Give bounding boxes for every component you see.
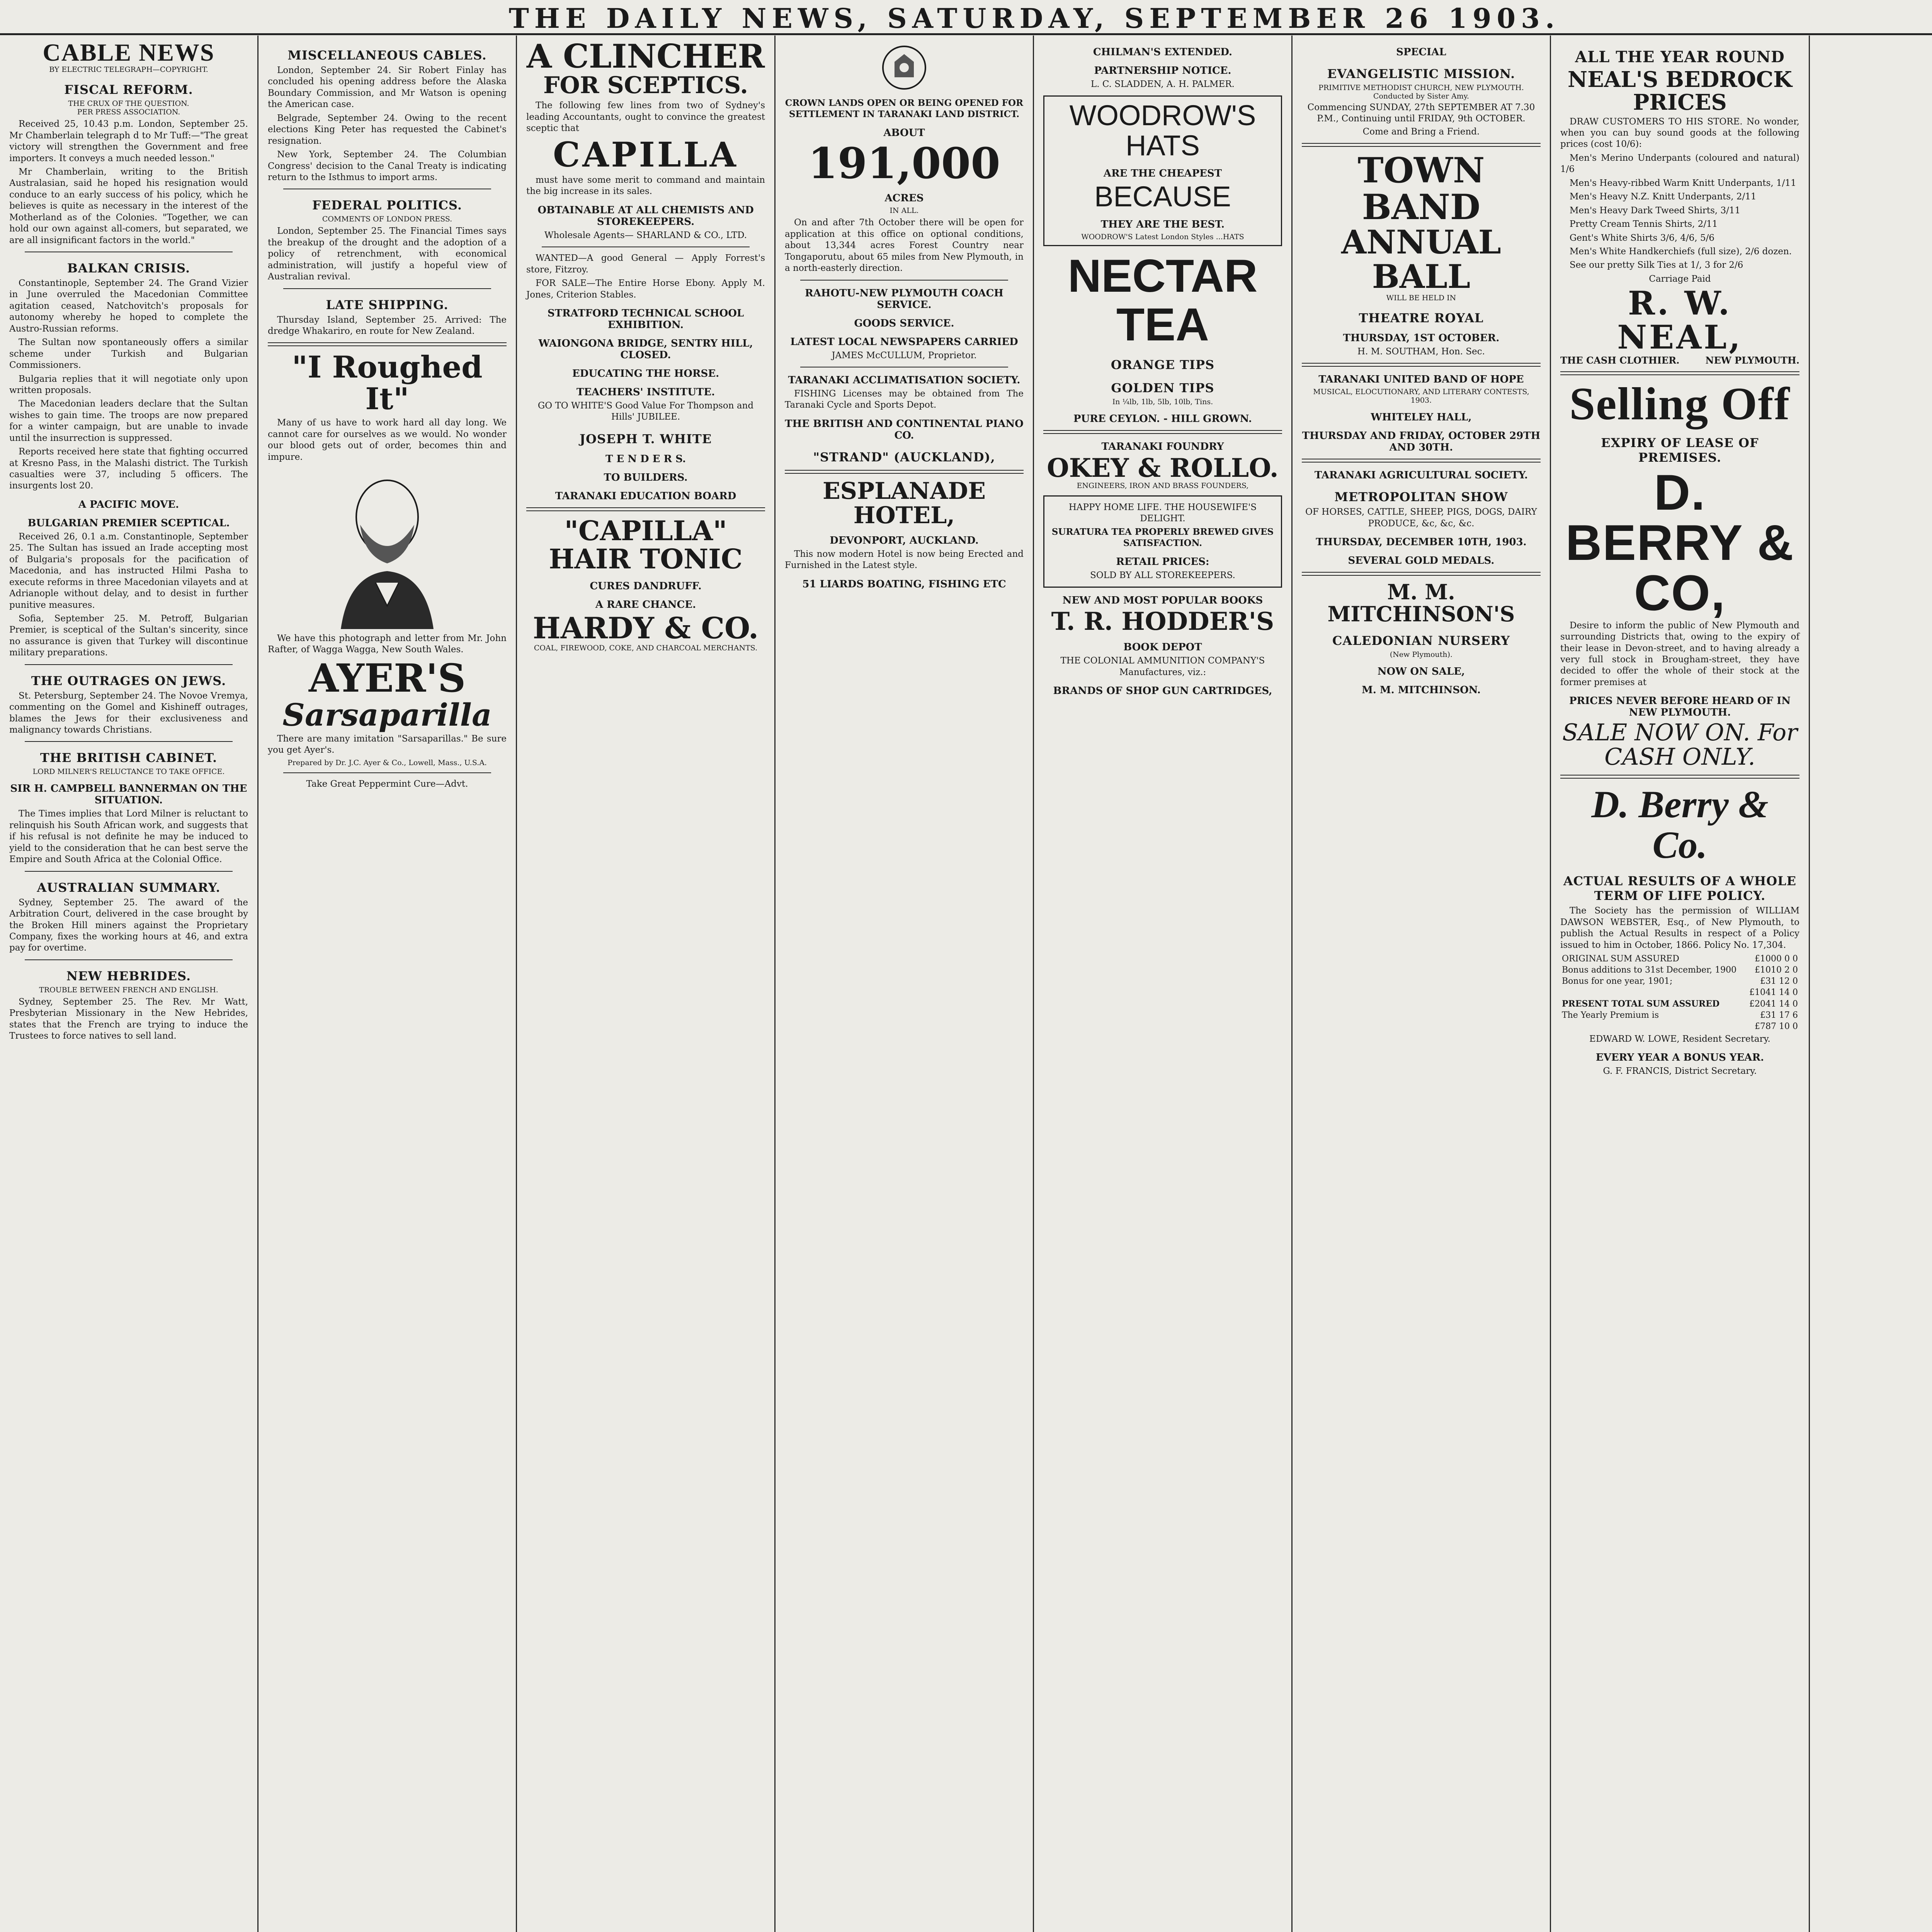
prices-never-heard: PRICES NEVER BEFORE HEARD OF IN NEW PLYMOUTH. bbox=[1569, 695, 1791, 719]
page-columns bbox=[0, 36, 1932, 1932]
column-6 bbox=[1293, 36, 1551, 1932]
balkan-paragraph-3: Bulgaria replies that it will negotiate only upon written proposals. bbox=[9, 374, 248, 395]
fiscal-reform-heading: FISCAL REFORM. bbox=[64, 82, 193, 97]
partnership-heading: PARTNERSHIP NOTICE. bbox=[1094, 65, 1231, 77]
column-3 bbox=[517, 36, 776, 1932]
table-cell: £1010 2 0 bbox=[1755, 965, 1798, 975]
southam: H. M. SOUTHAM, Hon. Sec. bbox=[1357, 346, 1485, 357]
okey-rollo: OKEY & ROLLO. bbox=[1047, 452, 1279, 483]
portrait-caption: We have this photograph and letter from Mr. John Rafter, of Wagga Wagga, New South Wales. bbox=[268, 633, 507, 655]
cabinet-paragraph: The Times implies that Lord Milner is reluctant to relinquish his South African work, and suggests that if his refusal is not definite he may be induced to yield to the consideration that he can best serve the Empire and South Africa at the Colonial Office. bbox=[9, 809, 248, 865]
teachers-heading: TEACHERS' INSTITUTE. bbox=[576, 386, 715, 398]
book-depot: BOOK DEPOT bbox=[1123, 641, 1202, 653]
nursery-location: (New Plymouth). bbox=[1389, 650, 1453, 659]
sarsaparilla-title: Sarsaparilla bbox=[282, 696, 492, 733]
books-heading: NEW AND MOST POPULAR BOOKS bbox=[1062, 594, 1263, 606]
australian-heading: AUSTRALIAN SUMMARY. bbox=[37, 880, 221, 895]
table-cell: ORIGINAL SUM ASSURED bbox=[1562, 954, 1679, 964]
engineers-label: ENGINEERS, IRON AND BRASS FOUNDERS, bbox=[1077, 481, 1249, 490]
fiscal-paragraph-1: Received 25, 10.43 p.m. London, September 25. Mr Chamberlain telegraph d to Mr Tuff:—"The great victory will strengthen the Government and free importers. It conveys a much needed lesson." bbox=[9, 119, 248, 163]
column-7 bbox=[1551, 36, 1810, 1932]
suratura-title: SURATURA TEA PROPERLY BREWED GIVES SATISFACTION. bbox=[1051, 526, 1274, 549]
column-4 bbox=[776, 36, 1034, 1932]
for-sale-ad: FOR SALE—The Entire Horse Ebony. Apply M. Jones, Criterion Stables. bbox=[526, 278, 765, 300]
retail-prices: RETAIL PRICES: bbox=[1116, 556, 1209, 568]
tins-label: In ¼lb, 1lb, 5lb, 10lb, Tins. bbox=[1112, 397, 1213, 406]
strand-label: "STRAND" (AUCKLAND), bbox=[813, 449, 995, 464]
tea-title: TEA bbox=[1116, 298, 1209, 350]
table-cell: Bonus for one year, 1901; bbox=[1562, 976, 1673, 986]
divider bbox=[268, 342, 507, 346]
divider bbox=[1302, 572, 1541, 576]
d-berry-title: D. BERRY & CO, bbox=[1565, 464, 1794, 621]
cures-dandruff: CURES DANDRUFF. bbox=[590, 580, 702, 592]
balkan-heading: BALKAN CRISIS. bbox=[67, 261, 190, 276]
primitive-church: PRIMITIVE METHODIST CHURCH, NEW PLYMOUTH. bbox=[1318, 83, 1524, 92]
hodder-title: T. R. HODDER'S bbox=[1051, 607, 1274, 636]
sold-by: SOLD BY ALL STOREKEEPERS. bbox=[1090, 570, 1235, 580]
best-label: THEY ARE THE BEST. bbox=[1100, 218, 1225, 230]
metropolitan-show: METROPOLITAN SHOW bbox=[1334, 490, 1508, 505]
rahotu-heading: RAHOTU-NEW PLYMOUTH COACH SERVICE. bbox=[805, 287, 1003, 311]
acclimatisation-heading: TARANAKI ACCLIMATISATION SOCIETY. bbox=[788, 374, 1020, 386]
go-to-whites: GO TO WHITE'S Good Value For Thompson and Hills' JUBILEE. bbox=[537, 400, 754, 422]
show-categories: OF HORSES, CATTLE, SHEEP, PIGS, DOGS, DAIRY PRODUCE, &c, &c, &c. bbox=[1305, 507, 1537, 529]
ball-date: THURSDAY, 1ST OCTOBER. bbox=[1343, 332, 1500, 344]
column-8 bbox=[1810, 36, 1932, 1932]
price-item-3: Men's Heavy N.Z. Knitt Underpants, 2/11 bbox=[1570, 192, 1757, 202]
policy-table bbox=[1560, 953, 1799, 1032]
british-continental-heading: THE BRITISH AND CONTINENTAL PIANO CO. bbox=[785, 418, 1024, 441]
cheapest-label: ARE THE CHEAPEST bbox=[1103, 167, 1222, 179]
ayers-footer: Prepared by Dr. J.C. Ayer & Co., Lowell, Mass., U.S.A. bbox=[287, 758, 487, 767]
woodrows-hats-ad bbox=[1043, 95, 1282, 246]
divider bbox=[785, 470, 1024, 474]
jews-paragraph: St. Petersburg, September 24. The Novoe Vremya, commenting on the Gomel and Kishineff outrages, blames the Jews for their exclusiveness and malignancy towards Christians. bbox=[9, 690, 248, 735]
divider bbox=[25, 664, 233, 665]
peppermint-ad: Take Great Peppermint Cure—Advt. bbox=[306, 779, 468, 789]
berry-script-logo: D. Berry & Co. bbox=[1591, 783, 1769, 867]
portrait-illustration bbox=[318, 467, 457, 629]
table-row bbox=[1560, 964, 1799, 976]
hebrides-sub: TROUBLE BETWEEN FRENCH AND ENGLISH. bbox=[39, 985, 218, 994]
annual-ball-title: ANNUAL BALL bbox=[1341, 223, 1501, 296]
show-date: THURSDAY, DECEMBER 10TH, 1903. bbox=[1316, 536, 1527, 548]
clincher-title: A CLINCHER bbox=[526, 37, 765, 75]
agricultural-heading: TARANAKI AGRICULTURAL SOCIETY. bbox=[1314, 469, 1528, 481]
now-on-sale: NOW ON SALE, bbox=[1377, 666, 1465, 678]
special-label: SPECIAL bbox=[1396, 46, 1446, 58]
table-cell: The Yearly Premium is bbox=[1562, 1010, 1659, 1020]
balkan-paragraph-1: Constantinople, September 24. The Grand Vizier in June overruled the Macedonian Committee agitation ceased, Natchovitch's proposals for autonomy whereby he hoped to complete the Austro-Russian reforms. bbox=[9, 278, 248, 334]
cabinet-sub-2: SIR H. CAMPBELL BANNERMAN ON THE SITUATION. bbox=[10, 783, 247, 806]
band-of-hope-heading: TARANAKI UNITED BAND OF HOPE bbox=[1318, 374, 1524, 386]
liards-label: 51 LIARDS BOATING, FISHING ETC bbox=[802, 578, 1006, 590]
capilla-hair-title: "CAPILLA" bbox=[564, 514, 727, 547]
balkan-paragraph-2: The Sultan now spontaneously offers a similar scheme under Turkish and Bulgarian Commissioners. bbox=[9, 337, 248, 371]
hair-tonic-title: HAIR TONIC bbox=[549, 543, 743, 575]
clincher-paragraph: The following few lines from two of Sydney's leading Accountants, ought to convince the greatest sceptic that bbox=[526, 100, 765, 134]
price-item-6: Gent's White Shirts 3/6, 4/6, 5/6 bbox=[1570, 233, 1715, 243]
mission-dates: Commencing SUNDAY, 27th SEPTEMBER AT 7.30 P.M., Continuing until FRIDAY, 9th OCTOBER. bbox=[1307, 102, 1535, 124]
theatre-royal: THEATRE ROYAL bbox=[1359, 310, 1484, 325]
mitchinson-title: M. M. MITCHINSON'S bbox=[1327, 580, 1515, 626]
woodrows-title: WOODROW'S bbox=[1069, 99, 1256, 132]
gold-medals: SEVERAL GOLD MEDALS. bbox=[1348, 555, 1495, 566]
table-cell: £2041 14 0 bbox=[1749, 999, 1798, 1009]
every-year-bonus: EVERY YEAR A BONUS YEAR. bbox=[1595, 1052, 1764, 1064]
divider bbox=[800, 280, 1008, 281]
hardy-title: HARDY & CO. bbox=[532, 611, 759, 645]
table-cell: PRESENT TOTAL SUM ASSURED bbox=[1562, 999, 1720, 1009]
misc-paragraph-3: New York, September 24. The Columbian Congress' decision to the Canal Treaty is indicating return to the Isthmus to import arms. bbox=[268, 150, 507, 182]
jews-heading: THE OUTRAGES ON JEWS. bbox=[31, 673, 226, 688]
education-board-heading: TARANAKI EDUCATION BOARD bbox=[555, 490, 736, 502]
roughed-it-paragraph: Many of us have to work hard all day long. We cannot care for ourselves as we would. No wonder our blood gets out of order, becomes thin and impure. bbox=[268, 418, 507, 462]
conducted-by: Conducted by Sister Amy. bbox=[1373, 92, 1469, 100]
coat-of-arms-icon bbox=[785, 39, 1024, 96]
builders-heading: TO BUILDERS. bbox=[604, 471, 688, 483]
misc-cables-heading: MISCELLANEOUS CABLES. bbox=[287, 48, 487, 63]
divider bbox=[526, 507, 765, 511]
actual-results: ACTUAL RESULTS OF A WHOLE TERM OF LIFE POLICY. bbox=[1563, 874, 1797, 903]
fiscal-agency: PER PRESS ASSOCIATION. bbox=[77, 108, 180, 117]
ayers-title: AYER'S bbox=[308, 655, 466, 701]
waiongona-heading: WAIONGONA BRIDGE, SENTRY HILL, CLOSED. bbox=[538, 337, 753, 361]
because-title: BECAUSE bbox=[1094, 180, 1231, 213]
acres-label: ACRES bbox=[884, 192, 924, 204]
cabinet-heading: THE BRITISH CABINET. bbox=[40, 750, 218, 765]
crown-body: On and after 7th October there will be open for application at this office on optional conditions, about 13,344 acres Forest Country near Tongaporutu, about 65 miles from New Plymouth, in a north-easterly direction. bbox=[785, 218, 1024, 274]
divider bbox=[25, 871, 233, 872]
sladden-palmer: L. C. SLADDEN, A. H. PALMER. bbox=[1090, 79, 1235, 89]
carriage-paid: Carriage Paid bbox=[1649, 274, 1711, 284]
rw-neal: R. W. NEAL, bbox=[1617, 284, 1743, 357]
acres-number: 191,000 bbox=[808, 138, 1000, 188]
francis-signature: G. F. FRANCIS, District Secretary. bbox=[1603, 1066, 1757, 1077]
hebrides-heading: NEW HEBRIDES. bbox=[66, 968, 191, 983]
table-cell: Bonus additions to 31st December, 1900 bbox=[1562, 965, 1737, 975]
divider bbox=[1043, 430, 1282, 434]
column-2 bbox=[259, 36, 517, 1932]
latest-newspapers: LATEST LOCAL NEWSPAPERS CARRIED bbox=[790, 336, 1018, 348]
masthead bbox=[0, 0, 1932, 35]
hebrides-paragraph: Sydney, September 25. The Rev. Mr Watt, Presbyterian Missionary in the New Hebrides, states that the French are trying to induce the Trustees to force natives to sell land. bbox=[9, 997, 248, 1041]
table-row bbox=[1560, 953, 1799, 964]
fishing-paragraph: FISHING Licenses may be obtained from The Taranaki Cycle and Sports Depot. bbox=[785, 389, 1024, 410]
berry-paragraph: Desire to inform the public of New Plymouth and surrounding Districts that, owing to the expiry of their lease in Devon-street, and to having already a very full stock in Brougham-street, they have decided to offer the whole of their stock at the former premises at bbox=[1560, 620, 1799, 687]
golden-tips: GOLDEN TIPS bbox=[1111, 380, 1214, 395]
evangelistic-heading: EVANGELISTIC MISSION. bbox=[1327, 66, 1515, 81]
goods-heading: GOODS SERVICE. bbox=[854, 317, 954, 329]
esplanade-sub: DEVONPORT, AUCKLAND. bbox=[830, 534, 979, 546]
obtainable-heading: OBTAINABLE AT ALL CHEMISTS AND STOREKEEPERS. bbox=[537, 204, 754, 228]
latest-styles: WOODROW'S Latest London Styles ...HATS bbox=[1081, 232, 1244, 241]
cable-news-sub: BY ELECTRIC TELEGRAPH—COPYRIGHT. bbox=[49, 65, 208, 74]
divider bbox=[283, 772, 491, 773]
table-row bbox=[1560, 987, 1799, 998]
roughed-it-title: "I Roughed It" bbox=[292, 350, 483, 417]
price-item-8: See our pretty Silk Ties at 1/, 3 for 2/6 bbox=[1570, 260, 1743, 270]
whiteley-hall: WHITELEY HALL, bbox=[1371, 412, 1472, 423]
wholesale-agents: Wholesale Agents— SHARLAND & CO., LTD. bbox=[544, 230, 747, 240]
price-item-5: Pretty Cream Tennis Shirts, 2/11 bbox=[1570, 219, 1718, 230]
contest-dates: THURSDAY AND FRIDAY, OCTOBER 29TH AND 30TH. bbox=[1302, 430, 1541, 454]
neals-bedrock-prices: NEAL'S BEDROCK PRICES bbox=[1568, 67, 1792, 115]
divider bbox=[1302, 459, 1541, 463]
price-item-4: Men's Heavy Dark Tweed Shirts, 3/11 bbox=[1570, 205, 1741, 216]
come-and-bring: Come and Bring a Friend. bbox=[1362, 126, 1480, 137]
clincher-sub: FOR SCEPTICS. bbox=[543, 72, 748, 99]
capilla-title: CAPILLA bbox=[553, 134, 738, 175]
fiscal-paragraph-2: Mr Chamberlain, writing to the British Australasian, said he hoped his resignation would conduce to an early success of his policy, which he believes is quite as necessary in the interest of the Motherland as of the Colonies. "Together, we can hold our own against all-comers, but separated, we are all insignificant factors in the world." bbox=[9, 167, 248, 245]
ayers-paragraph: There are many imitation "Sarsaparillas." Be sure you get Ayer's. bbox=[268, 733, 507, 755]
balkan-paragraph-5: Reports received here state that fighting occurred at Kresno Pass, in the Malashi district. The Turkish casualties were 37, including 5 officers. The insurgents lost 20. bbox=[9, 447, 248, 491]
hardy-sub: COAL, FIREWOOD, COKE, AND CHARCOAL MERCHANTS. bbox=[534, 643, 758, 652]
shipping-paragraph: Thursday Island, September 25. Arrived: The dredge Whakariro, en route for New Zealand. bbox=[268, 315, 507, 336]
federal-heading: FEDERAL POLITICS. bbox=[312, 198, 463, 213]
tenders-heading: T E N D E R S. bbox=[605, 453, 686, 465]
table-row bbox=[1560, 976, 1799, 987]
table-row bbox=[1560, 1010, 1799, 1021]
sale-now-on: SALE NOW ON. For CASH ONLY. bbox=[1562, 719, 1798, 771]
wanted-ad: WANTED—A good General — Apply Forrest's store, Fitzroy. bbox=[526, 253, 765, 275]
cabinet-sub-1: LORD MILNER'S RELUCTANCE TO TAKE OFFICE. bbox=[32, 767, 225, 776]
divider bbox=[1560, 775, 1799, 779]
sofia-paragraph: Sofia, September 25. M. Petroff, Bulgarian Premier, is sceptical of the Sultan's sincerity, since no assurance is given that Turkey will discontinue military preparations. bbox=[9, 613, 248, 658]
divider bbox=[1302, 143, 1541, 147]
town-band-title: TOWN BAND bbox=[1357, 150, 1485, 228]
divider bbox=[283, 288, 491, 289]
misc-paragraph-2: Belgrade, September 24. Owing to the recent elections King Peter has requested the Cabinet's resignation. bbox=[268, 113, 507, 146]
price-item-7: Men's White Handkerchiefs (full size), 2/6 dozen. bbox=[1570, 246, 1792, 257]
table-cell: £1000 0 0 bbox=[1755, 954, 1798, 964]
caledonian-nursery: CALEDONIAN NURSERY bbox=[1332, 633, 1510, 648]
all-year-round: ALL THE YEAR ROUND bbox=[1575, 48, 1785, 66]
column-1 bbox=[0, 36, 259, 1932]
esplanade-paragraph: This now modern Hotel is now being Erected and Furnished in the Latest style. bbox=[785, 549, 1024, 571]
table-cell: £1041 14 0 bbox=[1749, 988, 1798, 998]
cartridges-heading: BRANDS OF SHOP GUN CARTRIDGES, bbox=[1053, 685, 1272, 697]
column-5 bbox=[1034, 36, 1293, 1932]
cash-clothier: THE CASH CLOTHIER. bbox=[1560, 354, 1680, 366]
bulgarian-paragraph: Received 26, 0.1 a.m. Constantinople, September 25. The Sultan has issued an Irade accepting most of Bulgaria's proposals for the pacification of Macedonia, and has instructed Hilmi Pasha to execute reforms in three Macedonian vilayets and at Adrianople without delay, and to desist in further punitive measures. bbox=[9, 531, 248, 610]
joseph-white: JOSEPH T. WHITE bbox=[579, 431, 712, 446]
ammunition-ad: THE COLONIAL AMMUNITION COMPANY'S Manufactures, viz.: bbox=[1060, 656, 1265, 677]
divider bbox=[1560, 371, 1799, 375]
masthead-title: THE DAILY NEWS, SATURDAY, SEPTEMBER 26 1903. bbox=[509, 2, 1560, 34]
misc-paragraph-1: London, September 24. Sir Robert Finlay has concluded his opening address before the Alaska Boundary Commission, and Mr Watson is opening the American case. bbox=[268, 65, 507, 110]
happy-home-ad bbox=[1043, 495, 1282, 588]
fiscal-sub: THE CRUX OF THE QUESTION. bbox=[68, 99, 189, 108]
happy-home-title: HAPPY HOME LIFE. THE HOUSEWIFE'S DELIGHT. bbox=[1068, 502, 1257, 524]
shipping-heading: LATE SHIPPING. bbox=[326, 297, 449, 312]
pacific-heading: A PACIFIC MOVE. bbox=[78, 498, 179, 510]
price-item-2: Men's Heavy-ribbed Warm Knitt Underpants, 1/11 bbox=[1570, 178, 1796, 188]
bulgarian-heading: BULGARIAN PREMIER SCEPTICAL. bbox=[27, 517, 230, 529]
mccullum: JAMES McCULLUM, Proprietor. bbox=[832, 350, 977, 361]
expiry-of-lease: EXPIRY OF LEASE OF PREMISES. bbox=[1601, 435, 1759, 465]
divider bbox=[1302, 363, 1541, 367]
draw-customers: DRAW CUSTOMERS TO HIS STORE. No wonder, when you can buy sound goods at the following prices (cost 10/6): bbox=[1560, 116, 1799, 150]
table-row bbox=[1560, 998, 1799, 1010]
foundry-heading: TARANAKI FOUNDRY bbox=[1101, 440, 1224, 452]
selling-off: Selling Off bbox=[1569, 378, 1791, 429]
chilman-heading: CHILMAN'S EXTENDED. bbox=[1093, 46, 1233, 58]
in-all-label: IN ALL. bbox=[889, 206, 919, 215]
rare-chance-heading: A RARE CHANCE. bbox=[595, 599, 696, 611]
federal-paragraph: London, September 25. The Financial Times says the breakup of the drought and the adoption of a policy of retrenchment, with economical administration, will justify a hopeful view of Australian revival. bbox=[268, 226, 507, 282]
table-cell: £31 17 6 bbox=[1760, 1010, 1798, 1020]
price-item-1: Men's Merino Underpants (coloured and natural) 1/6 bbox=[1560, 153, 1799, 175]
table-row bbox=[1560, 1021, 1799, 1032]
educating-heading: EDUCATING THE HORSE. bbox=[572, 367, 719, 379]
lowe-signature: EDWARD W. LOWE, Resident Secretary. bbox=[1589, 1034, 1770, 1044]
hats-title: HATS bbox=[1126, 129, 1200, 162]
band-of-hope-sub: MUSICAL, ELOCUTIONARY, AND LITERARY CONTESTS, 1903. bbox=[1313, 388, 1529, 405]
australian-paragraph: Sydney, September 25. The award of the Arbitration Court, delivered in the case brought by the Broken Hill miners against the Proprietary Company, fixes the working hours at 46, and extra pay for overtime. bbox=[9, 897, 248, 953]
neal-footer bbox=[1560, 355, 1799, 366]
crown-lands-heading: CROWN LANDS OPEN OR BEING OPENED FOR SETTLEMENT IN TARANAKI LAND DISTRICT. bbox=[785, 98, 1024, 120]
table-cell: £31 12 0 bbox=[1760, 976, 1798, 986]
esplanade-title: ESPLANADE HOTEL, bbox=[822, 477, 986, 529]
new-plymouth: NEW PLYMOUTH. bbox=[1705, 354, 1799, 366]
mitchinson-signature: M. M. MITCHINSON. bbox=[1362, 684, 1481, 696]
capilla-paragraph: must have some merit to command and maintain the big increase in its sales. bbox=[526, 175, 765, 197]
cable-news-title: CABLE NEWS bbox=[43, 39, 215, 66]
stratford-heading: STRATFORD TECHNICAL SCHOOL EXHIBITION. bbox=[547, 307, 744, 331]
balkan-paragraph-4: The Macedonian leaders declare that the Sultan wishes to gain time. The troops are now prepared for a winter campaign, but are unable to invade until the insurrection is suppressed. bbox=[9, 399, 248, 443]
pure-ceylon: PURE CEYLON. - HILL GROWN. bbox=[1073, 413, 1252, 425]
table-cell: £787 10 0 bbox=[1755, 1022, 1798, 1032]
orange-tips: ORANGE TIPS bbox=[1111, 357, 1215, 372]
about-label: ABOUT bbox=[883, 127, 925, 139]
divider bbox=[25, 741, 233, 742]
table-cell bbox=[1560, 1021, 1745, 1032]
divider bbox=[25, 959, 233, 960]
held-in: WILL BE HELD IN bbox=[1386, 293, 1456, 302]
nectar-title: NECTAR bbox=[1068, 250, 1258, 302]
society-paragraph: The Society has the permission of WILLIAM DAWSON WEBSTER, Esq., of New Plymouth, to publish the Actual Results in respect of a Policy issued to him in October, 1866. Policy No. 17,304. bbox=[1560, 906, 1799, 950]
federal-sub: COMMENTS OF LONDON PRESS. bbox=[322, 215, 452, 224]
table-cell bbox=[1560, 987, 1745, 998]
